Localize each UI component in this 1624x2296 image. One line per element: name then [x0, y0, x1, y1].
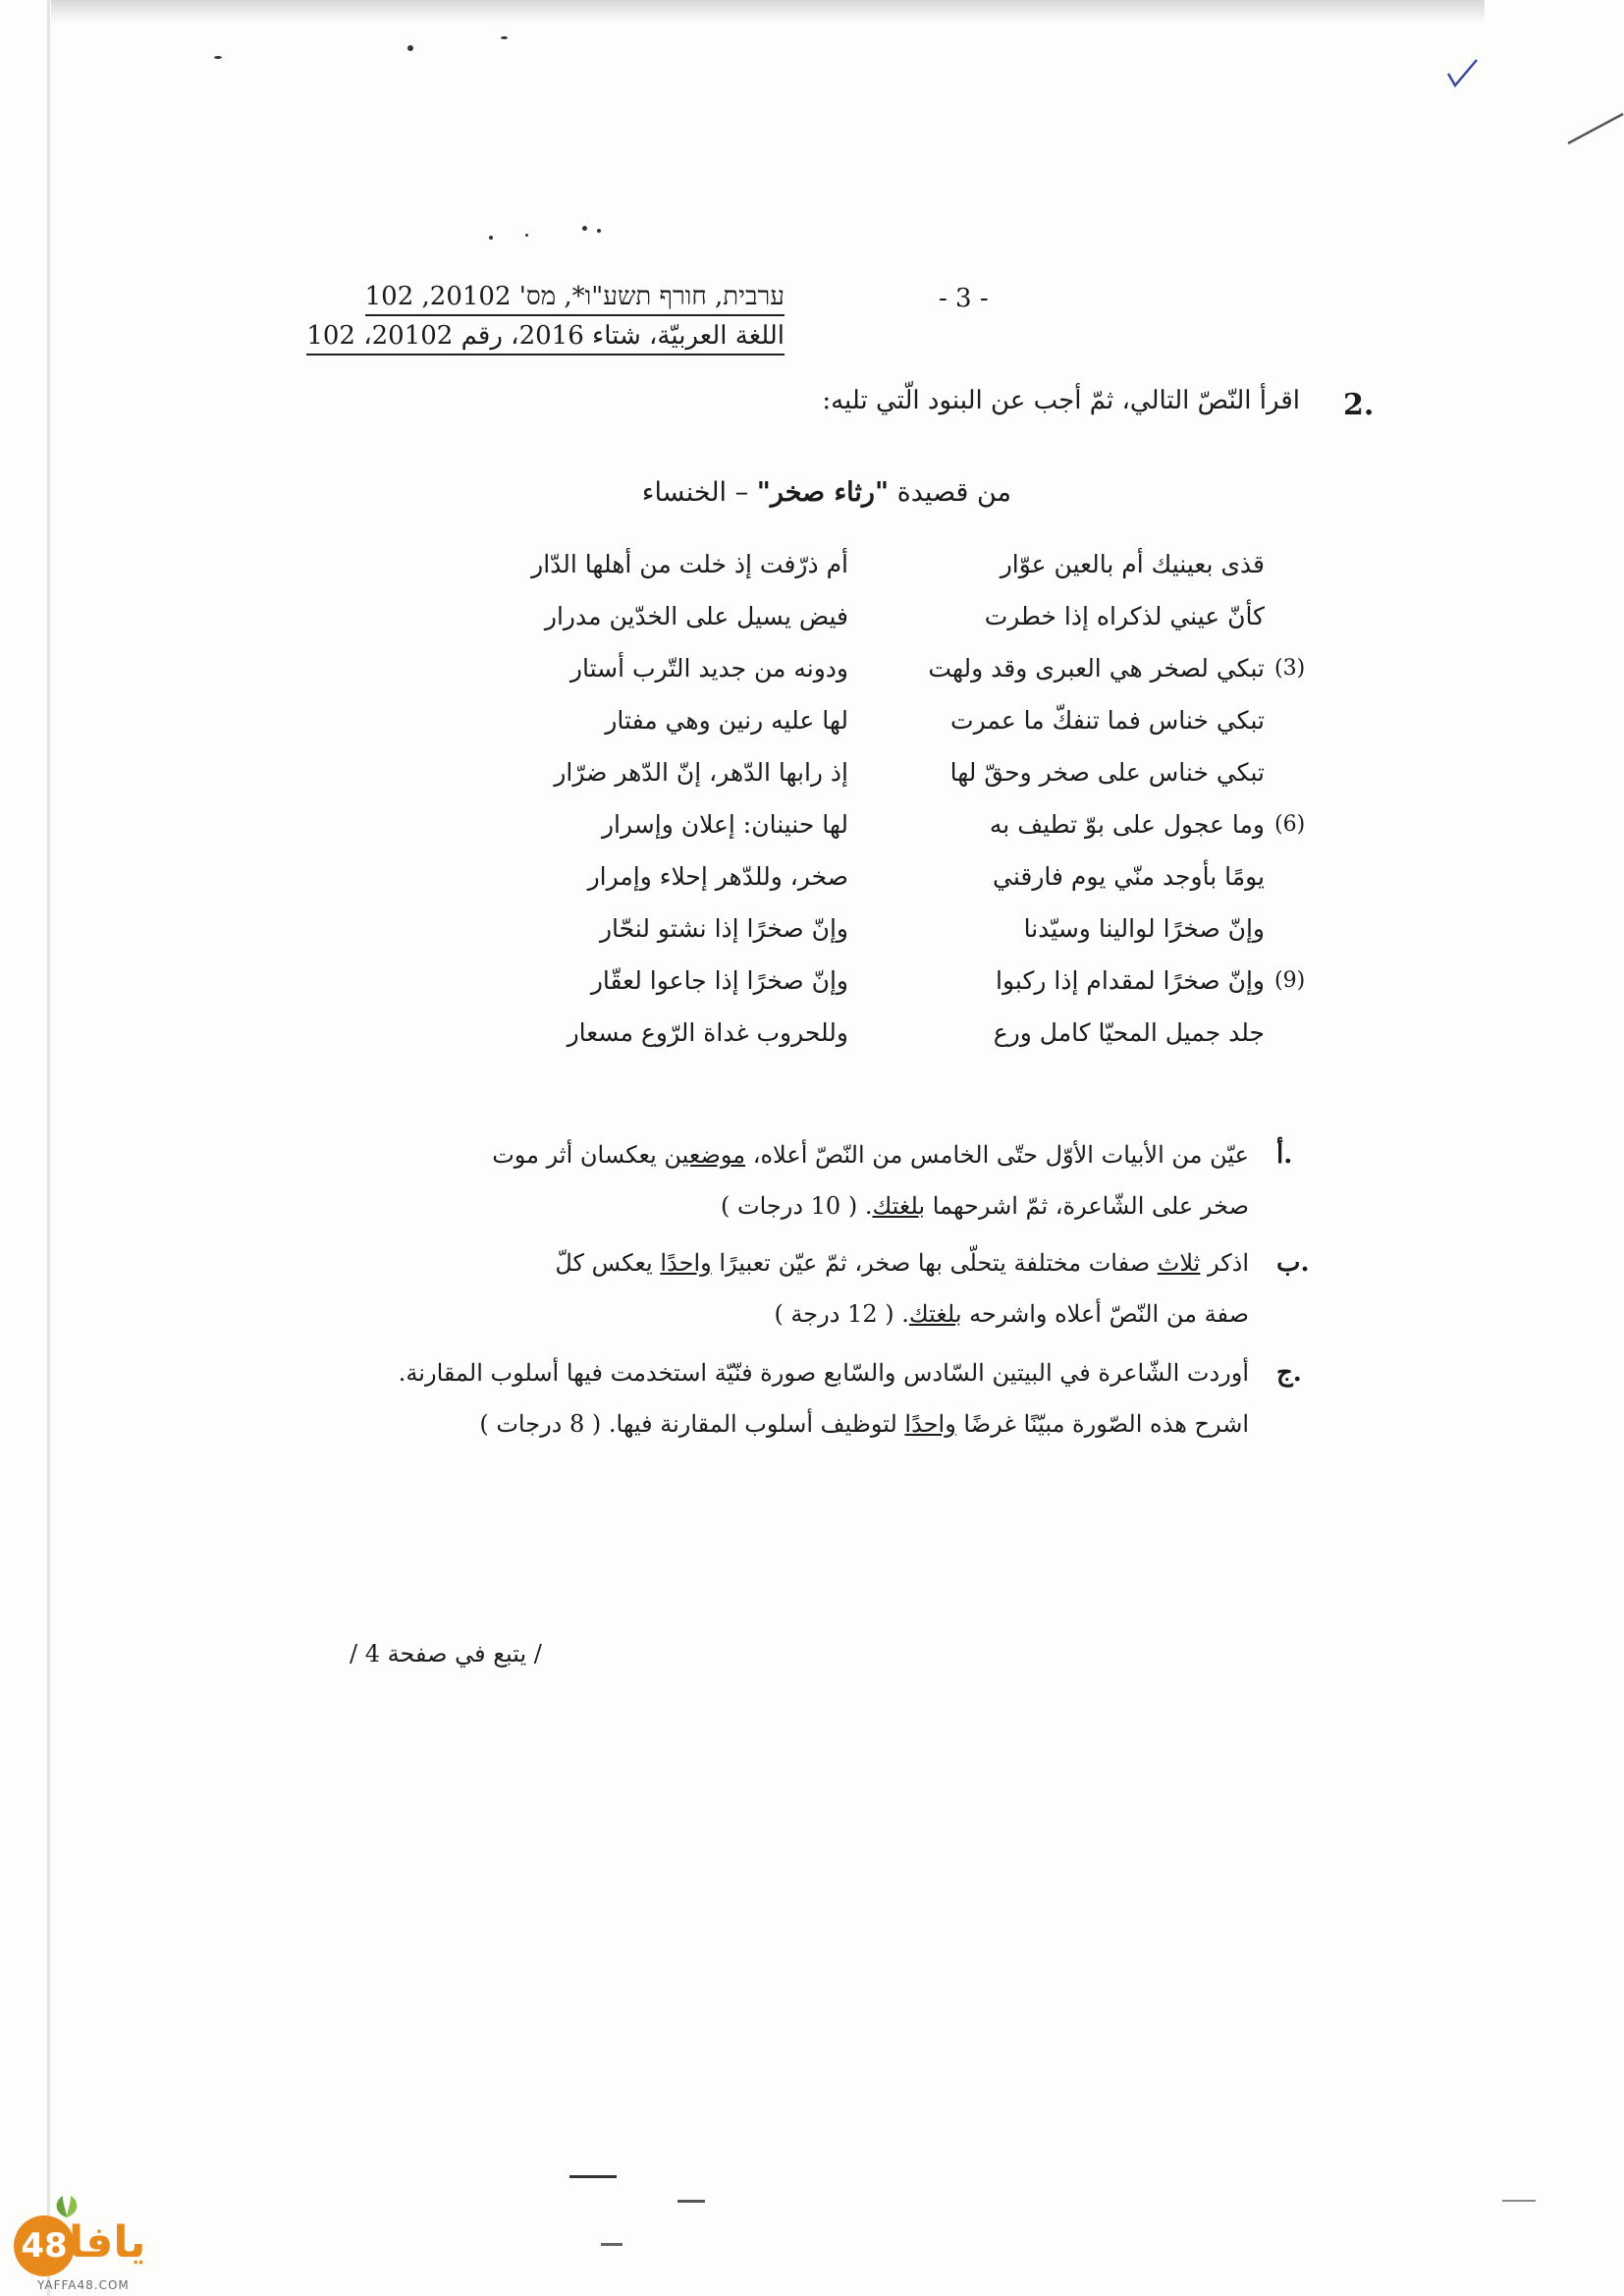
verse-second-hemistich: أم ذرّفت إذ خلت من أهلها الدّار — [531, 550, 848, 578]
task-text-segment: اشرح هذه الصّورة مبيّنًا غرضًا — [955, 1410, 1249, 1438]
verse-second-hemistich: وللحروب غداة الرّوع مسعار — [567, 1018, 848, 1047]
poem-title — [642, 477, 1011, 508]
checkmark-icon — [1443, 54, 1483, 93]
poem-title-author: – الخنساء — [641, 477, 749, 508]
scan-mark — [601, 2243, 623, 2246]
verse-first-hemistich: وإنّ صخرًا لوالينا وسيّدنا — [1023, 914, 1265, 943]
task-text-line — [774, 1288, 1249, 1339]
pen-stroke-mark — [1566, 108, 1624, 147]
task-text-line — [492, 1129, 1249, 1180]
task-letter: ب. — [1276, 1248, 1310, 1278]
continue-note: / يتبع في صفحة 4 / — [350, 1640, 542, 1667]
task-text-line — [399, 1347, 1249, 1398]
task-text-segment: صخر على الشّاعرة، ثمّ اشرحهما — [925, 1192, 1249, 1220]
verse-second-hemistich: لها عليه رنين وهي مفتار — [605, 706, 848, 735]
scan-speck — [407, 45, 413, 51]
verse-second-hemistich: ودونه من جديد التّرب أستار — [569, 654, 848, 683]
task-text-segment: لتوظيف أسلوب المقارنة فيها. ( 8 درجات ) — [479, 1410, 905, 1438]
verse-first-hemistich: وما عجول على بوّ تطيف به — [989, 810, 1265, 839]
yaffa48-logo — [8, 2215, 146, 2294]
task-text-segment: عيّن من الأبيات الأوّل حتّى الخامس من النّصّ أعلاه، — [745, 1141, 1249, 1169]
logo-number: 48 — [14, 2215, 75, 2276]
verse-second-hemistich: إذ رابها الدّهر، إنّ الدّهر ضرّار — [554, 758, 848, 787]
leaf-icon — [49, 2192, 84, 2219]
logo-word: يافا — [69, 2217, 146, 2268]
exam-header-hebrew: ערבית, חורף תשע"ו*, מס' 20102, 102 — [365, 279, 785, 316]
task-text-segment: يعكس كلّ — [555, 1249, 661, 1277]
verse-second-hemistich: صخر، وللدّهر إحلاء وإمرار — [587, 862, 848, 891]
scan-speck — [525, 234, 528, 237]
question-instruction: اقرأ النّصّ التالي، ثمّ أجب عن البنود الّتي تليه: — [822, 386, 1300, 415]
emphasized-word: واحدًا — [660, 1249, 712, 1277]
task-text-segment: . ( 12 درجة ) — [774, 1300, 909, 1328]
poem-title-name: "رثاء صخر" — [756, 477, 890, 508]
poem-title-prefix: من قصيدة — [896, 477, 1011, 508]
scan-mark — [1502, 2200, 1536, 2202]
verse-first-hemistich: قذى بعينيك أم بالعين عوّار — [1000, 550, 1265, 578]
task-text-segment: اذكر — [1200, 1249, 1249, 1277]
verse-first-hemistich: تبكي خناس فما تنفكّ ما عمرت — [950, 706, 1265, 735]
scan-mark — [569, 2175, 617, 2178]
task-text-line — [721, 1180, 1249, 1231]
verse-first-hemistich: تبكي لصخر هي العبرى وقد ولهت — [928, 654, 1265, 683]
scan-speck — [597, 229, 601, 233]
logo-site: YAFFA48.COM — [37, 2278, 130, 2292]
emphasized-word: بلغتك — [872, 1192, 926, 1220]
task-text-line — [479, 1398, 1249, 1449]
verse-first-hemistich: وإنّ صخرًا لمقدام إذا ركبوا — [996, 966, 1265, 995]
task-text-line — [555, 1237, 1249, 1288]
verse-second-hemistich: وإنّ صخرًا إذا نشتو لنحّار — [599, 914, 848, 943]
emphasized-word: ثلاث — [1157, 1249, 1201, 1277]
task-text-segment: . ( 10 درجات ) — [721, 1192, 873, 1220]
task-text-segment: صفات مختلفة يتحلّى بها صخر، ثمّ عيّن تعبيرًا — [711, 1249, 1158, 1277]
verse-first-hemistich: يومًا بأوجد منّي يوم فارقني — [993, 862, 1265, 891]
scan-top-edge — [51, 0, 1485, 24]
task-text-segment: صفة من النّصّ أعلاه واشرحه — [961, 1300, 1249, 1328]
emphasized-word: واحدًا — [904, 1410, 956, 1438]
scan-left-edge — [47, 0, 50, 2296]
verse-number: (6) — [1274, 812, 1306, 837]
task-text-segment: أوردت الشّاعرة في البيتين السّادس والسّابع صورة فنّيّة استخدمت فيها أسلوب المقارنة. — [398, 1359, 1249, 1387]
scan-speck — [489, 236, 493, 240]
scan-mark — [677, 2200, 705, 2203]
scan-speck — [501, 36, 508, 39]
task-letter: أ. — [1276, 1140, 1293, 1170]
task-text-segment: يعكسان أثر موت — [492, 1141, 665, 1169]
page-number: - 3 - — [939, 284, 989, 313]
question-number: 2. — [1343, 388, 1375, 422]
exam-header-arabic: اللغة العربيّة، شتاء 2016، رقم 20102، 102 — [306, 318, 785, 355]
verse-first-hemistich: جلد جميل المحيّا كامل ورع — [993, 1018, 1265, 1047]
scan-speck — [214, 56, 222, 59]
scan-speck — [582, 226, 587, 231]
verse-first-hemistich: كأنّ عيني لذكراه إذا خطرت — [984, 602, 1265, 630]
verse-second-hemistich: وإنّ صخرًا إذا جاعوا لعقّار — [590, 966, 848, 995]
verse-second-hemistich: لها حنينان: إعلان وإسرار — [601, 810, 848, 839]
verse-number: (3) — [1274, 656, 1306, 681]
task-letter: ج. — [1276, 1358, 1302, 1388]
verse-first-hemistich: تبكي خناس على صخر وحقّ لها — [949, 758, 1265, 787]
verse-second-hemistich: فيض يسيل على الخدّين مدرار — [544, 602, 848, 630]
emphasized-word: بلغتك — [908, 1300, 962, 1328]
emphasized-word: موضعين — [664, 1141, 746, 1169]
verse-number: (9) — [1274, 968, 1306, 993]
